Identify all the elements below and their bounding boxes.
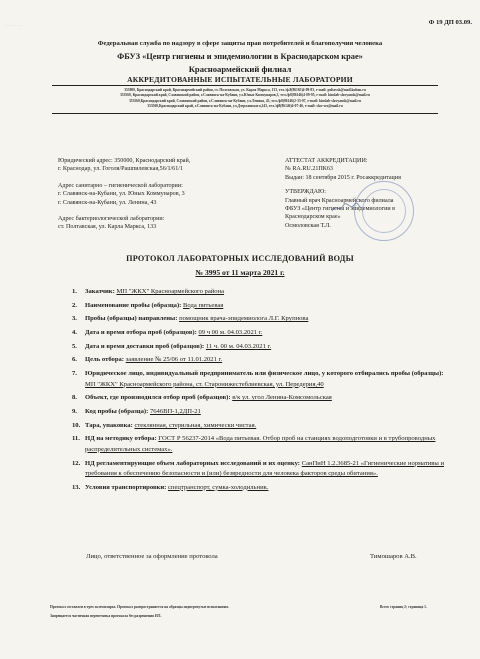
sanitary-lab-address <box>58 182 278 207</box>
approval-title: УТВЕРЖДАЮ: <box>285 189 326 196</box>
footer-note: Протокол составлен в трех экземплярах. Протокол распространяется на образцы подвергнутые испытаниям. <box>50 605 229 609</box>
protocol-item <box>72 483 452 494</box>
protocol-item <box>72 407 452 418</box>
item-number: 6. <box>72 356 77 364</box>
approval-signer: Осмоловская Т.Л. <box>285 222 331 229</box>
item-number: 5. <box>72 342 77 350</box>
sanitary-lab-line: г. Славянск-на-Кубани, ул. Ленина, 43 <box>58 199 157 206</box>
item-label: Код пробы (образца): <box>85 408 149 415</box>
branch-name: Красноармейский филиал <box>188 64 292 74</box>
item-label: Цель отбора: <box>85 356 125 364</box>
approval-line: ФБУЗ «Центр гигиены и эпидемиологии в <box>285 206 396 213</box>
item-number: 9. <box>72 408 77 415</box>
item-label: Заказчик: <box>85 288 115 295</box>
item-label: Наименование пробы (образца): <box>85 301 182 309</box>
item-label: Тара, упаковка: <box>85 421 133 429</box>
item-number: 4. <box>72 329 77 337</box>
item-value: 09 ч 00 м. 04.03.2021 г. <box>198 329 263 337</box>
item-number: 3. <box>72 315 77 323</box>
item-value: стеклянная, стерильная, химически чистая. <box>134 421 257 429</box>
contacts-block <box>50 88 440 110</box>
protocol-item <box>72 393 452 404</box>
item-value: МП "ЖКХ" Красноармейского района <box>116 288 225 295</box>
protocol-item <box>72 459 452 480</box>
protocol-item <box>72 328 452 339</box>
item-number: 13. <box>72 483 81 491</box>
signature-mark <box>330 201 362 215</box>
item-value: Вода питьевая <box>183 301 224 309</box>
bleed-through: · · · · · · <box>6 24 23 29</box>
bacterio-lab-line: ст. Полтавская, ул. Карла Маркса, 133 <box>58 224 157 231</box>
item-number: 1. <box>72 288 77 295</box>
accreditation-title: АТТЕСТАТ АККРЕДИТАЦИИ: <box>285 158 368 164</box>
approval-line: Главный врач Красноармейского филиала <box>285 197 394 204</box>
protocol-item <box>72 434 452 455</box>
responsible-name: Тимошаров А.В. <box>370 553 417 560</box>
protocol-item <box>72 314 452 325</box>
bacterio-lab-address <box>58 215 278 232</box>
header-rule-top <box>52 85 438 86</box>
legal-address-line: Юридический адрес: 350000, Краснодарский край, <box>58 158 191 164</box>
item-label: Дата и время отбора проб (образцов): <box>85 329 197 337</box>
accreditation-issued: Выдан: 18 сентября 2015 г. Росаккредитация <box>285 174 401 181</box>
sanitary-lab-line: г. Славянск-на-Кубани, ул. Юных Коммунаров, 3 <box>58 191 185 198</box>
item-number: 8. <box>72 394 77 402</box>
labs-title: АККРЕДИТОВАННЫЕ ИСПЫТАТЕЛЬНЫЕ ЛАБОРАТОРИИ <box>127 75 353 84</box>
item-number: 11. <box>72 435 80 443</box>
footer-pages: Всего страниц 2; страница 1. <box>380 605 427 609</box>
contact-line: 353800, Краснодарский край, Красноармейский район, ст. Полтавская, ул. Карла Маркса, 133, тел./ф.8(86165)4-09-83, e-mail: poltavsk@mail.kuban.ru <box>124 88 366 92</box>
protocol-number: № 3995 от 11 марта 2021 г. <box>195 268 285 277</box>
item-number: 10. <box>72 421 81 429</box>
item-label: НД на методику отбора: <box>85 435 157 443</box>
protocol-item <box>72 301 452 312</box>
legal-address <box>58 157 278 174</box>
item-number: 12. <box>72 459 81 467</box>
accreditation-number: № RA.RU.21ПК63 <box>285 166 333 173</box>
bacterio-lab-line: Адрес бактериологической лаборатории: <box>58 216 165 222</box>
item-label: Условия транспортировки: <box>85 483 167 491</box>
item-value: 11 ч. 00 м. 04.03.2021 г. <box>205 342 272 350</box>
protocol-items <box>72 287 452 496</box>
contact-line: 353560,Краснодарский край, г.Славянск-на-Кубани, ул.Дзержинского,243, тел./ф8(86146)4-07-46, e-mail: slav-ses@mail.ru <box>147 104 343 109</box>
protocol-item <box>72 421 452 432</box>
item-value: заявление № 25/06 от 11.01.2021 г. <box>125 356 223 364</box>
item-value: МП "ЖКХ" Красноармейского района, ст. Старонижестеблиевская, ул. Передерия,40 <box>85 380 324 388</box>
footer-note: Запрещается частичная перепечатка протокола без разрешения ИЛ. <box>50 614 162 618</box>
protocol-item <box>72 287 452 298</box>
item-value: 7646ВП-1,2ДП-21 <box>149 408 201 415</box>
item-label: Юридическое лицо, индивидуальный предприниматель или физическое лицо, у которого отбирались пробы (образцы): <box>85 370 444 378</box>
round-stamp-inner <box>362 189 406 233</box>
agency-name: Федеральная служба по надзору в сфере защиты прав потребителей и благополучия человека <box>97 40 383 47</box>
protocol-item <box>72 355 452 366</box>
approval-line: Краснодарском крае» <box>285 214 341 221</box>
header-rule-bottom <box>52 113 438 114</box>
item-label: Дата и время доставки проб (образцов): <box>85 342 205 350</box>
item-label: НД регламентирующие объем лабораторных исследований и их оценку: <box>85 459 301 467</box>
item-value: помощник врача-эпидемиолога Л.Г. Крупнова <box>179 315 309 323</box>
item-value: ГОСТ Р 56237-2014 «Вода питьевая. Отбор проб на станциях водоподготовки и в трубопроводных распределительных системах». <box>85 435 436 453</box>
item-label: Объект, где производился отбор проб (образцов): <box>85 394 231 402</box>
legal-address-line: г. Краснодар, ул. Гоголя/Рашпилевская,56/1/61/1 <box>58 166 184 173</box>
item-label: Пробы (образцы) направлены: <box>85 315 178 323</box>
item-number: 7. <box>72 370 77 378</box>
contact-line: 353560,Краснодарский край, Славянский район, г.Славянск-на-Кубани, ул.Ленина, 43, тел./ф8(86146)2-35-07, e-mail: kinslab-slavyansk@mail.ru <box>128 98 362 103</box>
organization-name: ФБУЗ «Центр гигиены и эпидемиологии в Краснодарском крае» <box>117 52 363 61</box>
form-number: Ф 19 ДП 03.09. <box>428 19 472 26</box>
item-value: спецтранспорт, сумка-холодильник. <box>168 483 269 491</box>
item-value: в/к ул. угол Ленина-Комсомольская <box>232 394 332 402</box>
contact-line: 353560, Краснодарский край, Славянский район, г.Славянск-на-Кубани, ул.Юных Коммунаров,3, тел./ф8(86146)4-09-95, e-mail: kinslab-slavyansk@mail.ru <box>120 93 370 98</box>
responsible-label: Лицо, ответственное за оформление протокола <box>86 553 218 560</box>
item-value: СанПиН 1.2.3685-21 «Гигиенические нормативы и требования к обеспечению безопасности и (или) безвредности для человека факторов среды обитания». <box>85 459 445 478</box>
item-number: 2. <box>72 301 77 309</box>
protocol-item <box>72 342 452 353</box>
sanitary-lab-line: Адрес санитарно – гигиенической лаборатории: <box>58 183 183 189</box>
protocol-item <box>72 369 452 390</box>
protocol-title: ПРОТОКОЛ ЛАБОРАТОРНЫХ ИССЛЕДОВАНИЙ ВОДЫ <box>126 254 354 263</box>
